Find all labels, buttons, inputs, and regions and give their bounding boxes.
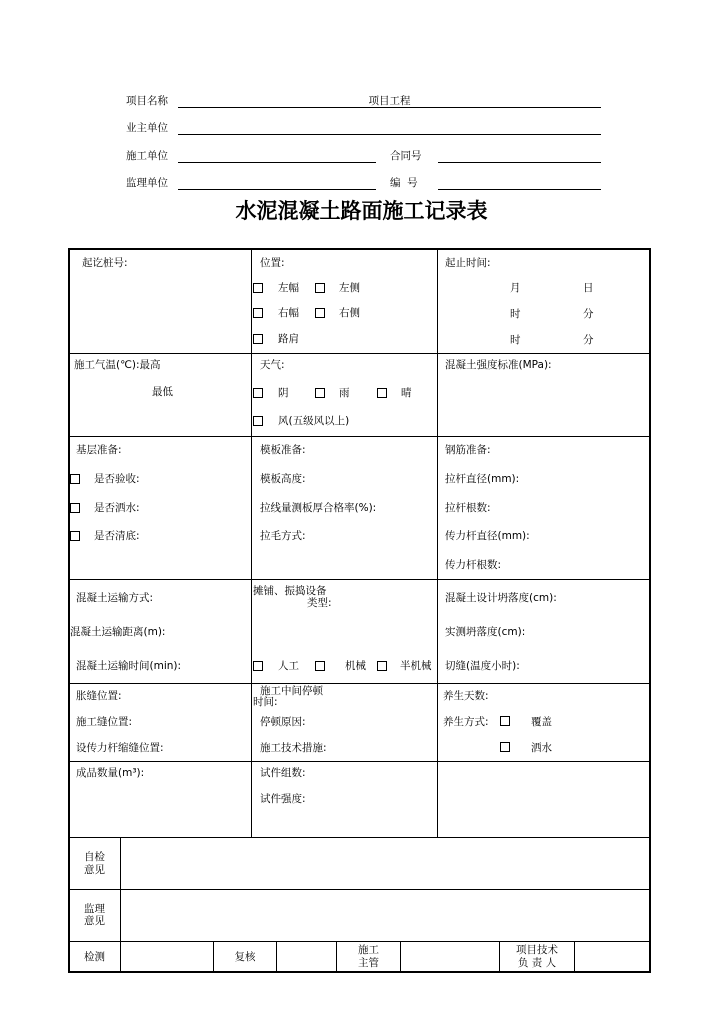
number-field[interactable] [438, 189, 601, 190]
base-label: 基层准备: [76, 444, 122, 456]
supervisor-unit-label: 监理单位 [126, 177, 168, 189]
tie-bar-count-label: 拉杆根数: [445, 502, 491, 514]
wind-checkbox[interactable] [253, 416, 263, 426]
self-check-label: 自检 [84, 851, 105, 863]
stop-reason-label: 停顿原因: [260, 716, 306, 728]
right-side-label: 右侧 [339, 307, 360, 319]
owner-label: 业主单位 [126, 122, 168, 134]
left-side-label: 左侧 [339, 282, 360, 294]
watered-label: 是否洒水: [94, 502, 140, 514]
rebar-label: 钢筋准备: [445, 444, 491, 456]
transport-distance-label: 混凝土运输距离(m): [70, 626, 166, 638]
temp-low-label: 最低 [152, 386, 173, 398]
right-side-checkbox[interactable] [315, 308, 325, 318]
transport-method-label: 混凝土运输方式: [76, 592, 154, 604]
minute-label: 分 [583, 308, 594, 320]
rain-checkbox[interactable] [315, 388, 325, 398]
sprinkle-label: 洒水 [531, 742, 552, 754]
specimen-groups-label: 试件组数: [260, 767, 306, 779]
tech-lead-label: 项目技术 [516, 944, 558, 956]
project-name-label: 项目名称 [126, 95, 168, 107]
col-divider [251, 249, 252, 838]
supervision-field[interactable] [121, 890, 649, 941]
sprinkle-checkbox[interactable] [500, 742, 510, 752]
overcast-label: 阴 [278, 387, 289, 399]
strength-label: 混凝土强度标准(MPa): [445, 359, 552, 371]
station-label: 起讫桩号: [82, 257, 128, 269]
col-divider [400, 941, 401, 971]
pass-rate-label: 拉线量测板厚合格率(%): [260, 502, 377, 514]
supervisor-unit-field[interactable] [178, 189, 376, 190]
position-label: 位置: [260, 257, 285, 269]
inspect-label: 检测 [84, 951, 105, 963]
quantity-label: 成品数量(m³): [76, 767, 145, 779]
tech-lead-label-2: 负 责 人 [517, 957, 557, 969]
semi-machine-label: 半机械 [400, 660, 432, 672]
hour-label: 时 [510, 334, 521, 346]
self-check-label-2: 意见 [84, 864, 105, 876]
curing-days-label: 养生天数: [443, 690, 489, 702]
dowel-diameter-label: 传力杆直径(mm): [445, 530, 530, 542]
manual-label: 人工 [278, 660, 299, 672]
stop-time-label-2: 时间: [253, 696, 278, 708]
design-slump-label: 混凝土设计坍落度(cm): [445, 592, 557, 604]
formwork-height-label: 模板高度: [260, 473, 306, 485]
table-bottom-border [68, 971, 651, 973]
row-divider [68, 683, 651, 684]
left-width-label: 左幅 [278, 282, 299, 294]
dowel-count-label: 传力杆根数: [445, 559, 502, 571]
watered-checkbox[interactable] [70, 503, 80, 513]
row-divider [68, 579, 651, 580]
supervision-label-2: 意见 [84, 915, 105, 927]
manual-checkbox[interactable] [253, 661, 263, 671]
page-title: 水泥混凝土路面施工记录表 [235, 199, 488, 223]
construction-joint-label: 施工缝位置: [76, 716, 133, 728]
row-divider [68, 761, 651, 762]
temp-label: 施工气温(℃):最高 [74, 359, 161, 371]
curing-method-label: 养生方式: [443, 716, 489, 728]
hour-label: 时 [510, 308, 521, 320]
owner-field[interactable] [178, 134, 601, 135]
right-width-label: 右幅 [278, 307, 299, 319]
dowel-shrink-joint-label: 设传力杆缩缝位置: [76, 742, 164, 754]
equipment-type-label: 类型: [307, 597, 332, 609]
sunny-label: 晴 [401, 387, 412, 399]
cleaned-checkbox[interactable] [70, 531, 80, 541]
measured-slump-label: 实测坍落度(cm): [445, 626, 526, 638]
table-top-border [68, 248, 651, 250]
day-label: 日 [583, 282, 594, 294]
row-divider [68, 941, 651, 942]
equipment-label: 摊铺、振捣设备 [253, 585, 327, 597]
specimen-strength-label: 试件强度: [260, 793, 306, 805]
contract-no-label: 合同号 [390, 150, 422, 162]
table-right-border [649, 248, 651, 972]
contractor-label: 施工单位 [126, 150, 168, 162]
sunny-checkbox[interactable] [377, 388, 387, 398]
minute-label: 分 [583, 334, 594, 346]
tie-bar-diameter-label: 拉杆直径(mm): [445, 473, 520, 485]
overcast-checkbox[interactable] [253, 388, 263, 398]
stop-time-label: 施工中间停顿 [260, 685, 323, 697]
wind-label: 风(五级风以上) [278, 415, 350, 427]
row-divider [68, 436, 651, 437]
number-label: 编 号 [390, 177, 418, 189]
formwork-label: 模板准备: [260, 444, 306, 456]
inspected-label: 是否验收: [94, 473, 140, 485]
supervision-label: 监理 [84, 903, 105, 915]
cover-checkbox[interactable] [500, 716, 510, 726]
time-label: 起止时间: [445, 257, 491, 269]
joint-cut-label: 切缝(温度小时): [445, 660, 520, 672]
transport-time-label: 混凝土运输时间(min): [76, 660, 182, 672]
construction-supervisor-label: 施工 [358, 944, 379, 956]
project-name-value[interactable]: 项目工程 [368, 95, 411, 107]
inspected-checkbox[interactable] [70, 474, 80, 484]
left-width-checkbox[interactable] [253, 283, 263, 293]
left-side-checkbox[interactable] [315, 283, 325, 293]
shoulder-label: 路肩 [278, 333, 299, 345]
review-label: 复核 [234, 951, 256, 963]
col-divider [276, 941, 277, 971]
contract-no-field[interactable] [438, 162, 601, 163]
right-width-checkbox[interactable] [253, 308, 263, 318]
weather-label: 天气: [260, 359, 285, 371]
cover-label: 覆盖 [531, 716, 552, 728]
col-divider [574, 941, 575, 971]
shoulder-checkbox[interactable] [253, 334, 263, 344]
rain-label: 雨 [339, 387, 350, 399]
semi-machine-checkbox[interactable] [377, 661, 387, 671]
texture-method-label: 拉毛方式: [260, 530, 306, 542]
construction-supervisor-label-2: 主管 [358, 957, 379, 969]
col-divider [437, 249, 438, 838]
row-divider [68, 353, 651, 354]
measures-label: 施工技术措施: [260, 742, 327, 754]
contractor-field[interactable] [178, 162, 376, 163]
machine-label: 机械 [345, 660, 366, 672]
self-check-field[interactable] [121, 838, 649, 889]
expansion-joint-label: 胀缝位置: [76, 690, 122, 702]
machine-checkbox[interactable] [315, 661, 325, 671]
month-label: 月 [510, 282, 521, 294]
cleaned-label: 是否清底: [94, 530, 140, 542]
